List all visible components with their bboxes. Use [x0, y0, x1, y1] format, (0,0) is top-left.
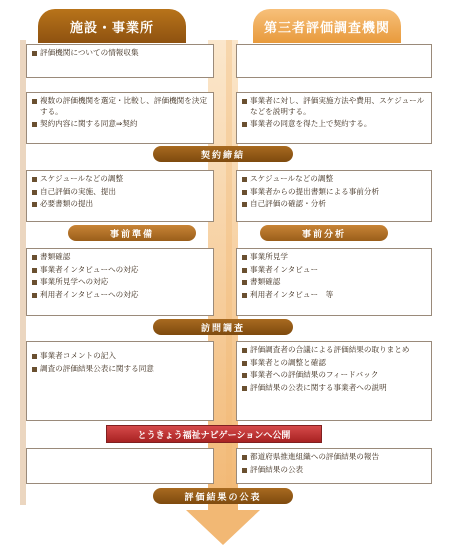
bullet-icon — [32, 99, 37, 104]
list-item: 事業者インタビュー — [242, 265, 426, 276]
list-item: 評価結果の公表 — [242, 465, 426, 476]
bullet-icon — [242, 202, 247, 207]
list-item: 複数の評価機関を選定・比較し、評価機関を決定する。 — [32, 96, 208, 117]
bullet-icon — [32, 122, 37, 127]
box-visit-right — [236, 248, 432, 316]
bullet-icon — [242, 293, 247, 298]
bullet-icon — [32, 354, 37, 359]
stage-contract: 契約締結 — [153, 146, 293, 162]
list-item: スケジュールなどの調整 — [242, 174, 426, 185]
bullet-icon — [32, 255, 37, 260]
bullet-icon — [242, 190, 247, 195]
list-item: 調査の評価結果公表に関する同意 — [32, 364, 208, 375]
bullet-icon — [242, 99, 247, 104]
stage-prep-left: 事前準備 — [68, 225, 196, 241]
stage-prep-right: 事前分析 — [260, 225, 388, 241]
bullet-icon — [32, 51, 37, 56]
bullet-icon — [242, 255, 247, 260]
bullet-icon — [32, 293, 37, 298]
bullet-icon — [32, 202, 37, 207]
list-item: 利用者インタビュー 等 — [242, 290, 426, 301]
list-item: 事業者との調整と確認 — [242, 358, 426, 369]
list-item: 都道府県推進組織への評価結果の報告 — [242, 452, 426, 463]
bullet-icon — [32, 177, 37, 182]
list-item: 事業者への評価結果のフィードバック — [242, 370, 426, 381]
box-prep-right — [236, 170, 432, 222]
box-publish-right — [236, 448, 432, 484]
list-item: 事業者インタビューへの対応 — [32, 265, 208, 276]
bullet-icon — [242, 268, 247, 273]
box-contract-left — [26, 92, 214, 144]
list-item: 自己評価の実施、提出 — [32, 187, 208, 198]
list-item: 書類確認 — [242, 277, 426, 288]
list-item: 利用者インタビューへの対応 — [32, 290, 208, 301]
bullet-icon — [32, 367, 37, 372]
header-facility: 施設・事業所 — [38, 9, 186, 43]
list-item: 自己評価の確認・分析 — [242, 199, 426, 210]
list-item: 事業者コメントの記入 — [32, 351, 208, 362]
bullet-icon — [242, 122, 247, 127]
box-contract-right — [236, 92, 432, 144]
bullet-icon — [242, 386, 247, 391]
box-visit-left — [26, 248, 214, 316]
list-item: 事業者に対し、評価実施方法や費用、スケジュールなどを説明する。 — [242, 96, 426, 117]
list-item: 事業所見学 — [242, 252, 426, 263]
list-item: 評価機関についての情報収集 — [32, 48, 208, 59]
box-publish-left — [26, 448, 214, 484]
header-evaluator: 第三者評価調査機関 — [253, 9, 401, 43]
bullet-icon — [242, 361, 247, 366]
list-item: 評価結果の公表に関する事業者への説明 — [242, 383, 426, 394]
stage-visit: 訪問調査 — [153, 319, 293, 335]
list-item: 事業者の同意を得た上で契約する。 — [242, 119, 426, 130]
box-result-right — [236, 341, 432, 421]
list-item: スケジュールなどの調整 — [32, 174, 208, 185]
list-item: 事業者からの提出書類による事前分析 — [242, 187, 426, 198]
bullet-icon — [242, 177, 247, 182]
list-item: 事業所見学への対応 — [32, 277, 208, 288]
box-result-left — [26, 341, 214, 421]
bullet-icon — [242, 348, 247, 353]
publish-banner: とうきょう福祉ナビゲーションへ公開 — [106, 425, 322, 443]
bullet-icon — [32, 190, 37, 195]
list-item: 評価調査者の合議による評価結果の取りまとめ — [242, 345, 426, 356]
list-item: 必要書類の提出 — [32, 199, 208, 210]
stage-final: 評価結果の公表 — [153, 488, 293, 504]
bullet-icon — [32, 268, 37, 273]
list-item: 契約内容に関する同意⇒契約 — [32, 119, 208, 130]
bullet-icon — [242, 373, 247, 378]
bullet-icon — [242, 455, 247, 460]
box-info-left — [26, 44, 214, 78]
bullet-icon — [32, 280, 37, 285]
box-prep-left — [26, 170, 214, 222]
bullet-icon — [242, 468, 247, 473]
list-item: 書類確認 — [32, 252, 208, 263]
box-info-right — [236, 44, 432, 78]
bullet-icon — [242, 280, 247, 285]
